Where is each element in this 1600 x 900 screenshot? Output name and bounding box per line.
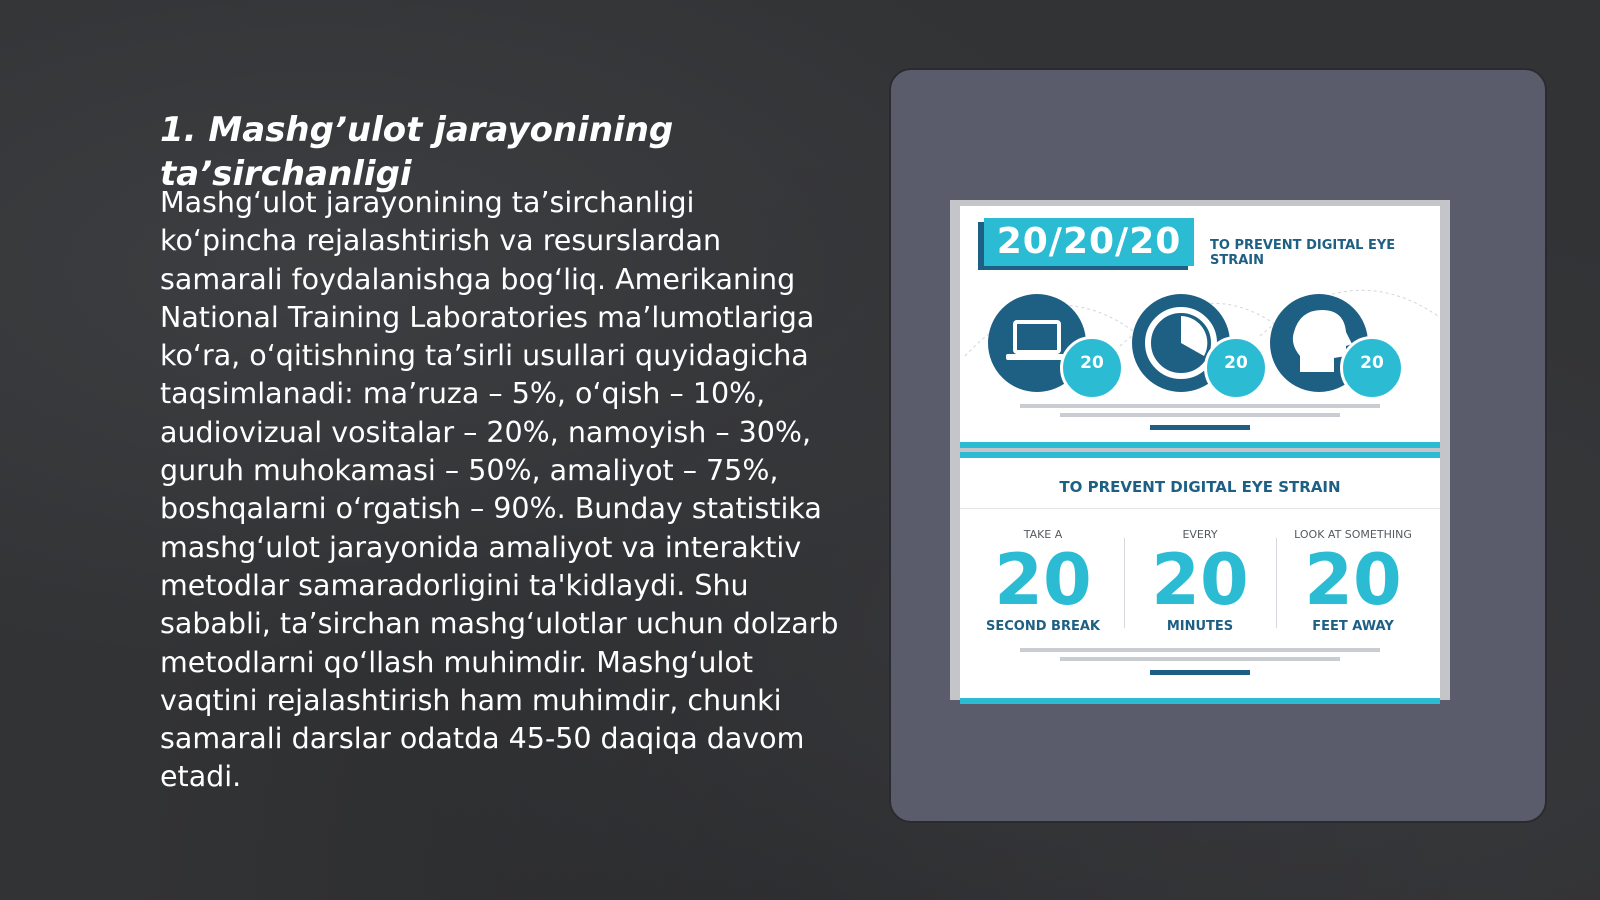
column-unit: FEET AWAY bbox=[1312, 619, 1394, 634]
feet-away-badge: 20 bbox=[1340, 336, 1404, 400]
column-number: 20 bbox=[1151, 539, 1249, 621]
fine-print-line bbox=[1060, 413, 1340, 417]
slide-body-text: Mashg‘ulot jarayonining ta’sirchanligi ko‘pincha rejalashtirish va resurslardan samarali foydalanishga bog‘liq. Amerikaning National Training Laboratories ma’lumotlariga ko‘ra, o‘qitishning ta’sirli usullari quyidagicha taqsimlanadi: ma’ruza – 5%, o‘qish – 10%, audiovizual vositalar – 20%, namoyish – 30%, guruh muhokamasi – 50%, amaliyot – 75%, boshqalarni o‘rgatish – 90%. Bunday statistika mashg‘ulot jarayonida amaliyot va interaktiv metodlar samaradorligini ta'kidlaydi. Shu sababli, ta’sirchan mashg‘ulotlar uchun dolzarb metodlarni qo‘llash muhimdir. Mashg‘ulot vaqtini rejalashtirish ham muhimdir, chunki samarali darslar odatda 45-50 daqiqa davom etadi. bbox=[160, 186, 839, 794]
column-number: 20 bbox=[1304, 539, 1402, 621]
column-label: LOOK AT SOMETHING bbox=[1294, 528, 1412, 541]
association-logo bbox=[1150, 670, 1250, 675]
fine-print-line bbox=[1020, 404, 1380, 408]
column-unit: SECOND BREAK bbox=[986, 619, 1100, 634]
infographic-top-panel bbox=[960, 206, 1440, 448]
minutes-badge: 20 bbox=[1204, 336, 1268, 400]
infographic-badge-text: 20/20/20 bbox=[984, 218, 1194, 266]
infographic-top-caption: TO PREVENT DIGITAL EYE STRAIN bbox=[1210, 238, 1396, 268]
infographic-badge bbox=[978, 222, 1188, 270]
infographic-bottom-panel bbox=[960, 452, 1440, 704]
column-number: 20 bbox=[994, 539, 1092, 621]
infographic-bottom-title: TO PREVENT DIGITAL EYE STRAIN bbox=[1059, 478, 1341, 496]
column-unit: MINUTES bbox=[1166, 619, 1234, 634]
column-feet-away bbox=[1278, 528, 1428, 634]
column-label: TAKE A bbox=[1023, 528, 1063, 541]
second-break-badge: 20 bbox=[1060, 336, 1124, 400]
divider-rule bbox=[960, 508, 1440, 509]
column-label: EVERY bbox=[1182, 528, 1218, 541]
fine-print-line bbox=[1060, 657, 1340, 661]
column-divider bbox=[1276, 538, 1277, 628]
column-minutes bbox=[1125, 528, 1275, 634]
fine-print-line bbox=[1020, 648, 1380, 652]
slide-heading: 1. Mashg’ulot jarayonining ta’sirchanligi bbox=[160, 110, 674, 194]
eye-strain-infographic bbox=[950, 200, 1450, 700]
association-logo bbox=[1150, 425, 1250, 430]
column-second-break bbox=[968, 528, 1118, 634]
